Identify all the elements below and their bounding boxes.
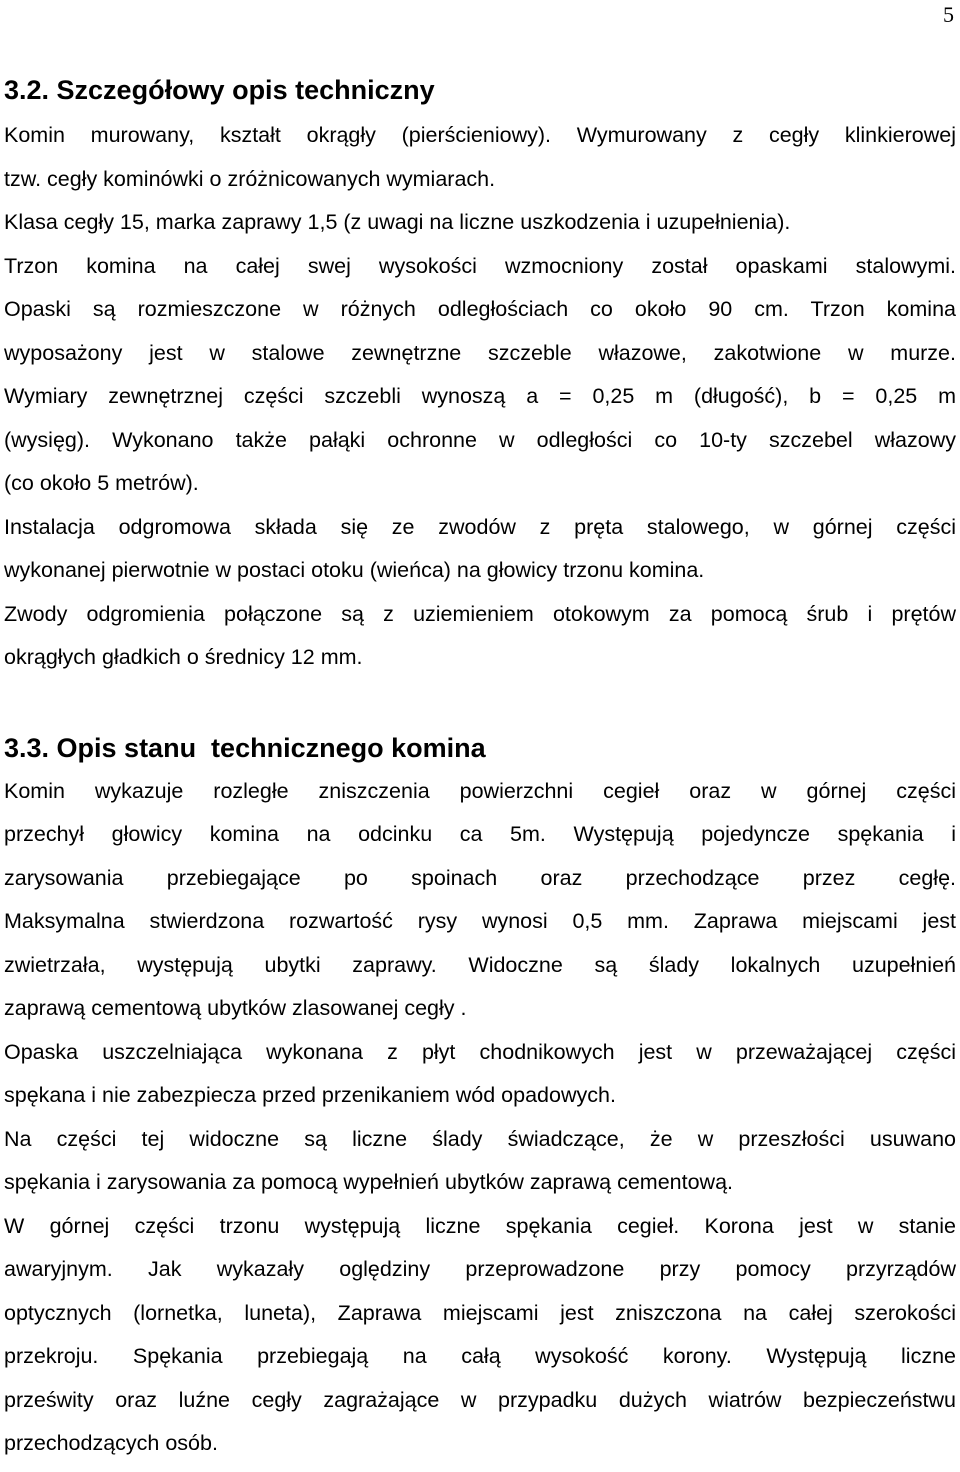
text-line: wyposażony jest w stalowe zewnętrzne szczeble włazowe, zakotwione w murze.	[4, 340, 956, 365]
text-line: Maksymalna stwierdzona rozwartość rysy wynosi 0,5 mm. Zaprawa miejscami jest	[4, 909, 956, 933]
text-line: Klasa cegły 15, marka zaprawy 1,5 (z uwagi na liczne uszkodzenia i uzupełnienia).	[4, 210, 791, 234]
text-line: spękana i nie zabezpiecza przed przenikaniem wód opadowych.	[4, 1083, 616, 1107]
paragraph	[4, 1205, 956, 1466]
paragraph	[4, 201, 956, 506]
text-line: tzw. cegły kominówki o zróżnicowanych wymiarach.	[4, 166, 496, 191]
paragraph	[4, 114, 956, 201]
text-line: Trzon komina na całej swej wysokości wzmocniony został opaskami stalowymi.	[4, 253, 956, 278]
text-line: Opaski są rozmieszczone w różnych odległościach co około 90 cm. Trzon komina	[4, 297, 956, 321]
section-spacer	[4, 680, 956, 728]
text-line: przechodzących osób.	[4, 1431, 218, 1455]
text-line: optycznych (lornetka, luneta), Zaprawa miejscami jest zniszczona na całej szerokości	[4, 1300, 956, 1325]
page-number: 5	[943, 2, 954, 27]
text-line: zarysowania przebiegające po spoinach oraz przechodzące przez cegłę.	[4, 865, 956, 890]
text-line: wykonanej pierwotnie w postaci otoku (wieńca) na głowicy trzonu komina.	[4, 558, 705, 582]
text-line: Na części tej widoczne są liczne ślady świadczące, że w przeszłości usuwano	[4, 1126, 956, 1151]
paragraph	[4, 1031, 956, 1118]
text-line: W górnej części trzonu występują liczne spękania cegieł. Korona jest w stanie	[4, 1213, 956, 1238]
text-line: okrągłych gładkich o średnicy 12 mm.	[4, 645, 363, 669]
document-body	[4, 70, 956, 1466]
text-line: zwietrzała, występują ubytki zaprawy. Widoczne są ślady lokalnych uzupełnień	[4, 952, 956, 977]
text-line: spękania i zarysowania za pomocą wypełnień ubytków zaprawą cementową.	[4, 1170, 733, 1194]
text-line: Opaska uszczelniająca wykonana z płyt chodnikowych jest w przeważającej części	[4, 1039, 956, 1064]
text-line: Komin wykazuje rozległe zniszczenia powierzchni cegieł oraz w górnej części	[4, 778, 956, 803]
text-line: (co około 5 metrów).	[4, 471, 199, 495]
paragraph	[4, 770, 956, 1031]
paragraph	[4, 1118, 956, 1205]
section-heading-3-3: 3.3. Opis stanu technicznego komina	[4, 732, 486, 763]
text-line: Komin murowany, kształt okrągły (pierścieniowy). Wymurowany z cegły klinkierowej	[4, 123, 956, 147]
paragraph	[4, 506, 956, 593]
text-line: przechył głowicy komina na odcinku ca 5m. Występują pojedyncze spękania i	[4, 822, 956, 846]
text-line: Wymiary zewnętrznej części szczebli wynoszą a = 0,25 m (długość), b = 0,25 m	[4, 384, 956, 408]
text-line: (wysięg). Wykonano także pałąki ochronne w odległości co 10-ty szczebel włazowy	[4, 427, 956, 452]
text-line: awaryjnym. Jak wykazały oględziny przeprowadzone przy pomocy przyrządów	[4, 1257, 956, 1281]
text-line: zaprawą cementową ubytków zlasowanej cegły .	[4, 996, 467, 1020]
section-heading-3-2: 3.2. Szczegółowy opis techniczny	[4, 75, 435, 105]
text-line: Zwody odgromienia połączone są z uziemieniem otokowym za pomocą śrub i prętów	[4, 601, 956, 626]
text-line: przekroju. Spękania przebiegają na całą wysokość korony. Występują liczne	[4, 1344, 956, 1368]
paragraph	[4, 593, 956, 680]
text-line: prześwity oraz luźne cegły zagrażające w przypadku dużych wiatrów bezpieczeństwu	[4, 1387, 956, 1412]
text-line: Instalacja odgromowa składa się ze zwodów z pręta stalowego, w górnej części	[4, 514, 956, 539]
